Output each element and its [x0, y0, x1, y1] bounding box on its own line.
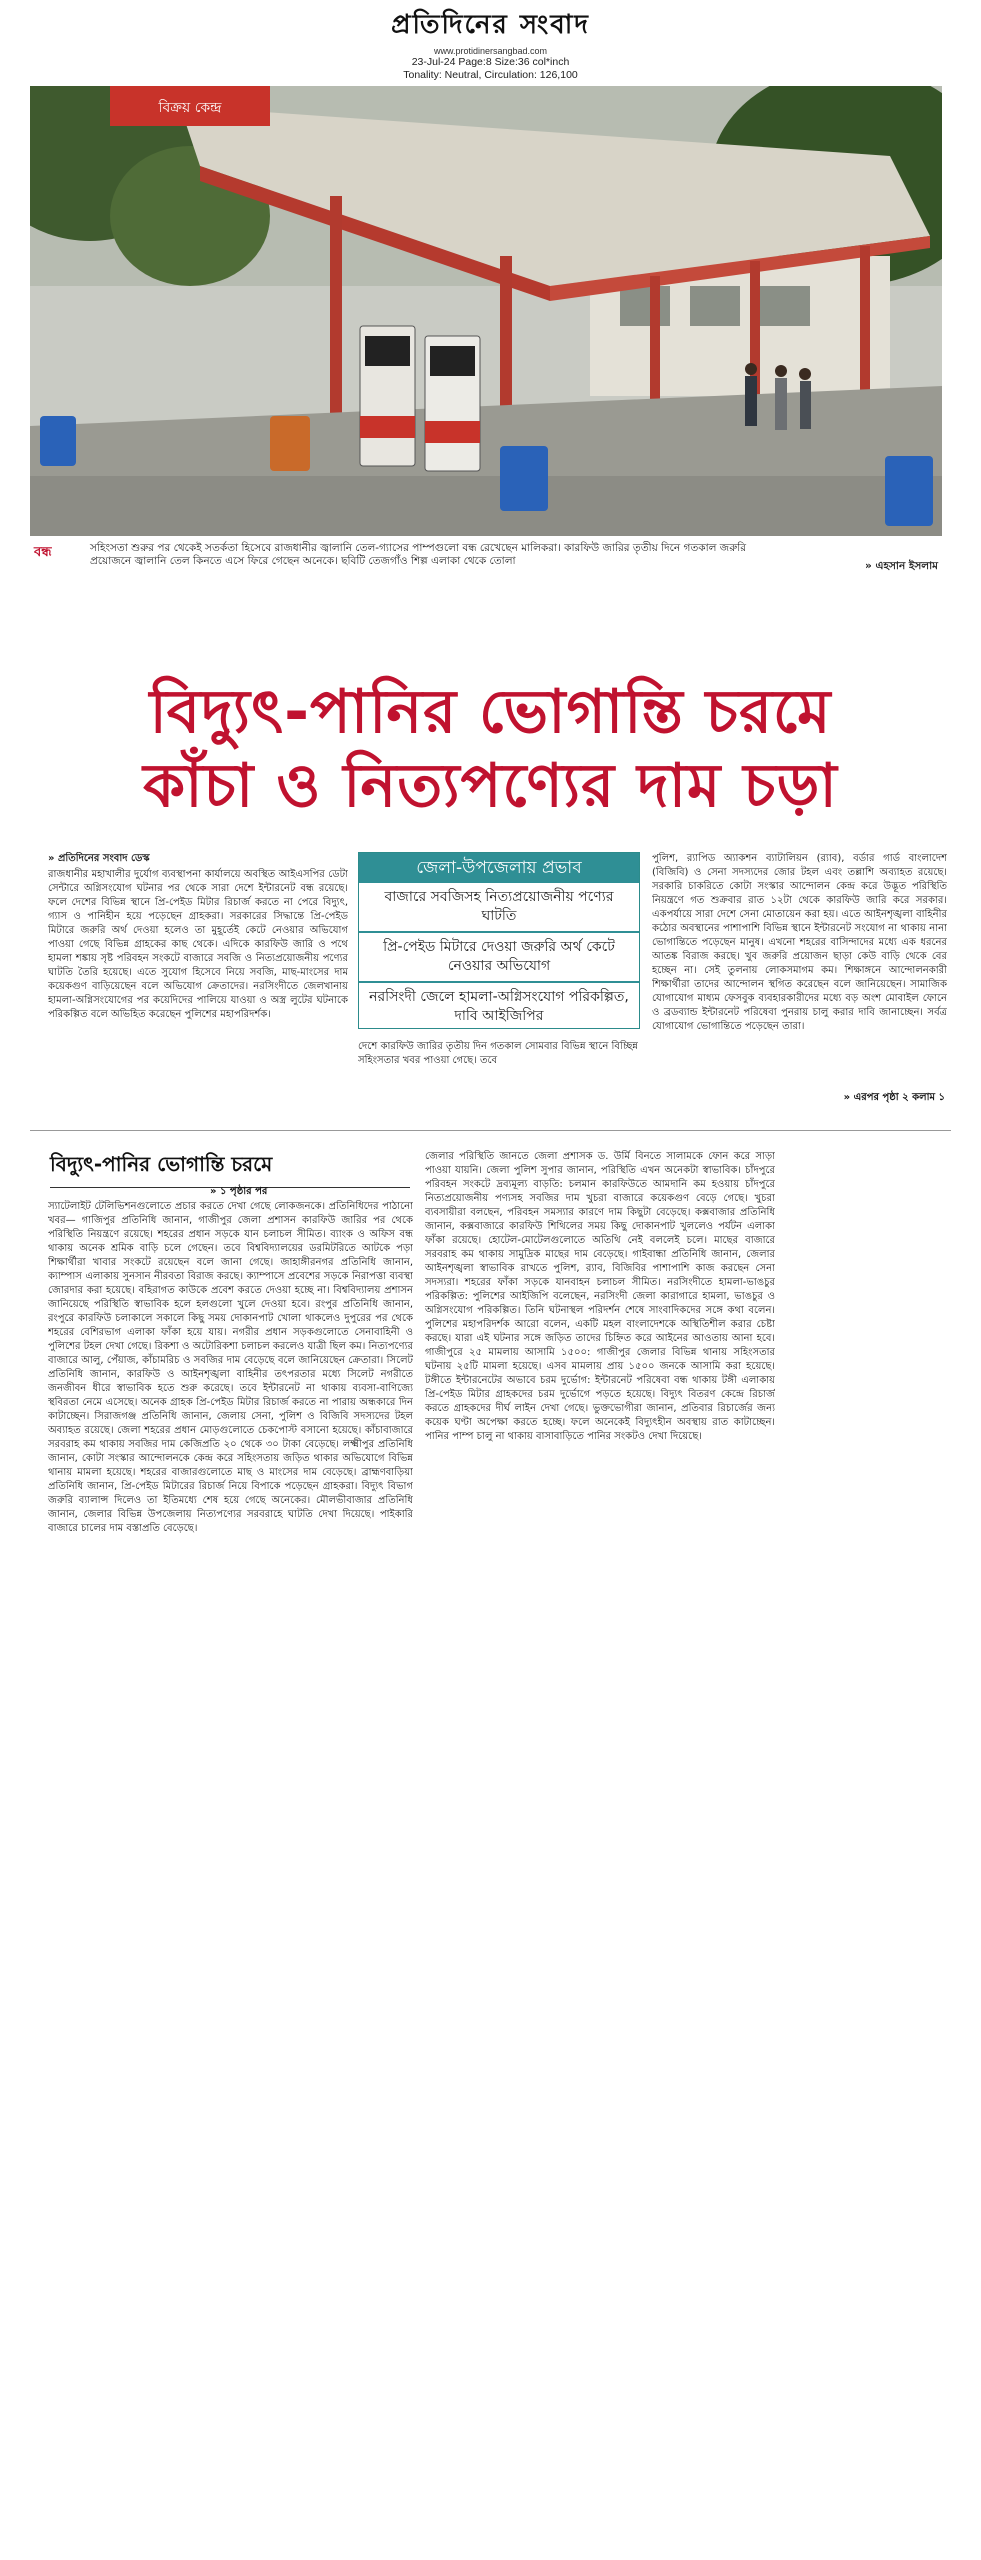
top-story-column-1: [48, 852, 348, 1092]
continued-note: » এরপর পৃষ্ঠা ২ কলাম ১: [843, 1092, 945, 1103]
fuel-station-photo: [30, 86, 942, 536]
continuation-col2-text: জেলার পরিস্থিতি জানতে জেলা প্রশাসক ড. উর্মি বিনতে সালামকে ফোন করে সাড়া পাওয়া যায়নি। জেলা পুলিশ সুপার জানান, পরিস্থিতি এখন অনেকটা স্বাভাবিক। চাঁদপুরে পরিবহন সংকটে দ্রব্যমূল্য বাড়তি: চলমান কারফিউতে আমদানি কম হওয়ায় চাঁদপুরে নিত্যপ্রয়োজনীয় পণ্যসহ সবজির দাম খুচরা বাজারে কয়েকগুণ বেড়ে গেছে। খুচরা ব্যবসায়ীরা বলছেন, পরিবহন সমস্যার কারণে দাম কিছুটা বেড়েছে। কক্সবাজার প্রতিনিধি জানান, কক্সবাজারে কারফিউ শিথিলের সময় কিছু দোকানপাট খুললেও পর্যটন এলাকা ফাঁকা রয়েছে। হোটেল-মোটেলগুলোতে অতিথি নেই বললেই চলে। মাছের বাজারে সরবরাহ কম থাকায় সামুদ্রিক মাছের দাম বেড়েছে। গাইবান্ধা প্রতিনিধি জানান, জেলার আইনশৃঙ্খলা স্বাভাবিক রাখতে পুলিশ, র‍্যাব, বিজিবির পাশাপাশি কাজ করছেন সেনা সদস্যরা। শহরের ফাঁকা সড়কে যানবাহন চলাচল সীমিত। নরসিংদীতে হামলা-ভাঙচুর পরিকল্পিত: পুলিশের আইজিপি বলেছেন, নরসিংদী জেলা কারাগারে হামলা, ভাঙচুর ও অগ্নিসংযোগ পরিকল্পিত। তিনি ঘটনাস্থল পরিদর্শন শেষে সাংবাদিকদের সঙ্গে কথা বলেন। পুলিশের মহাপরিদর্শক আরো বলেন, একটি মহল বাংলাদেশকে অস্থিতিশীল করার চেষ্টা করছে। যারা এই ঘটনার সঙ্গে জড়িত তাদের চিহ্নিত করে আইনের আওতায় আনা হবে। গাজীপুরে ২৫ মামলায় আসামি ১৫০০: গাজীপুর জেলার বিভিন্ন থানায় সহিংসতার ঘটনায় ২৫টি মামলা হয়েছে। এসব মামলায় প্রায় ১৫০০ জনকে আসামি করা হয়েছে। টঙ্গীতে ইন্টারনেটের অভাবে চরম দুর্ভোগ: ইন্টারনেট পরিষেবা বন্ধ থাকায় টঙ্গী এলাকায় প্রি-পেইড মিটার গ্রাহকদের চরম দুর্ভোগে পড়তে হয়েছে। বিদ্যুৎ বিতরণ কেন্দ্রে রিচার্জ করতে গ্রাহকদের দীর্ঘ লাইন দেখা গেছে। ভুক্তভোগীরা জানান, প্রতিবার রিচার্জের জন্য কয়েক ঘণ্টা অপেক্ষা করতে হচ্ছে। ফলে অনেকেই বিদ্যুৎহীন অবস্থায় রাত কাটাচ্ছেন। পানির পাম্প চালু না থাকায় বাসাবাড়িতে পানির সংকটও দেখা দিয়েছে।: [425, 1151, 775, 1442]
impact-info-box: [358, 852, 640, 1029]
clip-meta-line-2: Tonality: Neutral, Circulation: 126,100: [403, 69, 578, 81]
caption-kicker: বন্ধ: [34, 545, 52, 560]
caption-text: সহিংসতা শুরুর পর থেকেই সতর্কতা হিসেবে রাজধানীর জ্বালানি তেল-গ্যাসের পাম্পগুলো বন্ধ রেখেছেন মালিকরা। কারফিউ জারির তৃতীয় দিনে গতকাল জরুরি প্রয়োজনে জ্বালানি তেল কিনতে এসে ফিরে গেছেন অনেকে। ছবিটি তেজগাঁও শিল্প এলাকা থেকে তোলা: [90, 542, 747, 567]
clip-meta-line-1: 23-Jul-24 Page:8 Size:36 col*inch: [411, 56, 570, 68]
main-headline: [60, 675, 921, 823]
continuation-column-2: [425, 1150, 775, 2545]
masthead: [0, 0, 981, 81]
continuation-headline: বিদ্যুৎ-পানির ভোগান্তি চরমে: [50, 1150, 410, 1188]
headline-line-1: বিদ্যুৎ-পানির ভোগান্তি চরমে: [149, 677, 832, 747]
top-story-col1-text: রাজধানীর মহাখালীর দুর্যোগ ব্যবস্থাপনা কার্যালয়ে অবস্থিত আইএসপির ডেটা সেন্টারে অগ্নিসংযোগ ঘটনার পর থেকে সারা দেশে ইন্টারনেট বন্ধ রয়েছে। ফলে দেশের বিভিন্ন স্থানে প্রি-পেইড মিটার রিচার্জ করতে না পেরে বিদ্যুৎ, গ্যাস ও পানিহীন হয়ে পড়েছেন গ্রাহকরা। সরকারের সিদ্ধান্তে প্রি-পেইড মিটারে জরুরি অর্থ দেওয়া হলেও তা মুহূর্তেই কেটে নেওয়ার অভিযোগ পাওয়া গেছে বিভিন্ন গ্রাহকের কাছ থেকে। এদিকে কারফিউ জারি ও পথে হামলা শঙ্কায় সৃষ্ট পরিবহন সংকটে বাজারে সবজি ও নিত্যপ্রয়োজনীয় পণ্যের ঘাটতি তৈরি হয়েছে। এতে সুযোগ হিসেবে নিয়ে সবজি, মাছ-মাংসের দাম কয়েকগুণ বাড়িয়েছেন বলে অভিযোগ ক্রেতাদের। নরসিংদীতে জেলখানায় হামলা-অগ্নিসংযোগের পর কয়েদিদের পালিয়ে যাওয়া ও অস্ত্র লুটের ঘটনাকে পরিকল্পিত বলে অভিহিত করেছেন পুলিশের মহাপরিদর্শক।: [48, 869, 348, 1020]
continuation-column-1: [48, 1200, 413, 2545]
top-story-col2-text: দেশে কারফিউ জারির তৃতীয় দিন গতকাল সোমবার বিভিন্ন স্থানে বিচ্ছিন্ন সহিংসতার খবর পাওয়া গেছে। তবে: [358, 1041, 638, 1066]
info-box-item: প্রি-পেইড মিটারে দেওয়া জরুরি অর্থ কেটে নেওয়ার অভিযোগ: [359, 933, 639, 983]
newspaper-logo: প্রতিদিনের সংবাদ: [391, 10, 590, 40]
sign-text: বিক্রয় কেন্দ্র: [158, 100, 222, 116]
photo-caption: [30, 540, 942, 576]
site-url: www.protidinersangbad.com: [433, 46, 548, 56]
info-box-title: জেলা-উপজেলায় প্রভাব: [359, 853, 639, 883]
section-divider: [30, 1130, 951, 1131]
top-story-column-2: [358, 1040, 638, 1080]
info-box-item: নরসিংদী জেলে হামলা-অগ্নিসংযোগ পরিকল্পিত, দাবি আইজিপির: [369, 989, 629, 1024]
top-story-column-3: [652, 852, 947, 1087]
photo-credit: » এহসান ইসলাম: [865, 560, 938, 572]
photo-illustration: [30, 86, 942, 536]
info-box-item: বাজারে সবজিসহ নিত্যপ্রয়োজনীয় পণ্যের ঘাটতি: [359, 883, 639, 933]
byline: » প্রতিদিনের সংবাদ ডেস্ক: [48, 853, 150, 864]
continuation-from-page: » ১ পৃষ্ঠার পর: [210, 1186, 268, 1197]
top-story-col3-text: পুলিশ, র‍্যাপিড অ্যাকশন ব্যাটালিয়ন (র‍্যাব), বর্ডার গার্ড বাংলাদেশ (বিজিবি) ও সেনা সদস্যদের জোর টহল এবং তল্লাশি অব্যাহত রয়েছে। সরকারি চাকরিতে কোটা সংস্কার আন্দোলন কেন্দ্র করে উদ্ভূত পরিস্থিতি নিয়ন্ত্রণে গত শুক্রবার রাত ১২টা থেকে কারফিউ জারি করে সরকার। একপর্যায়ে সারা দেশে সেনা মোতায়েন করা হয়। এতে আইনশৃঙ্খলা বাহিনীর কঠোর অবস্থানের পাশাপাশি বিভিন্ন স্থানে ইন্টারনেট সংযোগ না থাকায় নানা ভোগান্তিতে পড়েছেন মানুষ। এখনো শহরের বাসিন্দাদের মধ্যে এক ধরনের আতঙ্ক বিরাজ করছে। খুব জরুরি প্রয়োজন ছাড়া কেউ বাড়ি থেকে বের হচ্ছেন না। সেই তুলনায় লোকসমাগম কম। শিক্ষাঙ্গনে আন্দোলনকারী শিক্ষার্থীরা তাদের আন্দোলন স্থগিত করেছেন বলে জানিয়েছেন। সামাজিক যোগাযোগ মাধ্যম ফেসবুক ব্যবহারকারীদের মধ্যে বড় অংশ মোবাইল ফোনে ও ব্রডব্যান্ড ইন্টারনেট পরিষেবা পুনরায় চালু করার দাবি জানাচ্ছেন। সর্বত্র যোগাযোগ ভোগান্তিতে পড়েছেন তারা।: [652, 853, 947, 1032]
headline-line-2: কাঁচা ও নিত্যপণ্যের দাম চড়া: [143, 751, 838, 821]
continuation-col1-text: স্যাটেলাইট টেলিভিশনগুলোতে প্রচার করতে দেখা গেছে লোকজনকে। প্রতিনিধিদের পাঠানো খবর— গাজিপুর প্রতিনিধি জানান, গাজীপুর জেলা প্রশাসন কারফিউ জারির পর থেকে পরিস্থিতি নিয়ন্ত্রণে রয়েছে। শহরের প্রধান সড়কে যান চলাচল সীমিত। ব্যাংক ও অফিস বন্ধ থাকায় অনেক শ্রমিক বাড়ি চলে গেছেন। তবে বিশ্ববিদ্যালয়ের ডরমিটরিতে আটকে পড়া শিক্ষার্থীরা খাবার সংকটে রয়েছেন বলে জানা গেছে। জাহাঙ্গীরনগর প্রতিনিধি জানান, ক্যাম্পাস এলাকায় সুনসান নীরবতা বিরাজ করছে। ক্যাম্পাসে প্রবেশের সড়কে নিরাপত্তা ব্যবস্থা জোরদার করা হয়েছে। বহিরাগত কাউকে প্রবেশ করতে দেওয়া হচ্ছে না। বিশ্ববিদ্যালয় প্রশাসন জানিয়েছে পরিস্থিতি স্বাভাবিক হলে হলগুলো খুলে দেওয়া হবে। রংপুর প্রতিনিধি জানান, রংপুরে কারফিউ চলাকালে সকালে কিছু সময় দোকানপাট খোলা থাকলেও দুপুরের পর থেকে শহরের বেশিরভাগ এলাকা ফাঁকা হয়ে যায়। নগরীর প্রধান সড়কগুলোতে সেনাবাহিনী ও পুলিশের টহল দেখা গেছে। রিকশা ও অটোরিকশা চলাচল করলেও যাত্রী ছিল কম। নিত্যপণ্যের বাজারে আলু, পেঁয়াজ, কাঁচামরিচ ও সবজির দাম বেড়েছে বলে জানিয়েছেন ক্রেতারা। সিলেট প্রতিনিধি জানান, কারফিউ ও আইনশৃঙ্খলা বাহিনীর তৎপরতার মধ্যে সিলেট নগরীতে জনজীবন ধীরে স্বাভাবিক হতে শুরু করেছে। তবে ইন্টারনেট না থাকায় ব্যবসা-বাণিজ্যে স্থবিরতা নেমে এসেছে। অনেক গ্রাহক প্রি-পেইড মিটার রিচার্জ করতে না পারায় অন্ধকারে দিন কাটাচ্ছেন। সিরাজগঞ্জ প্রতিনিধি জানান, জেলায় সেনা, পুলিশ ও বিজিবি সদস্যদের টহল অব্যাহত রয়েছে। জেলা শহরের প্রধান মোড়গুলোতে চেকপোস্ট বসানো হয়েছে। কাঁচাবাজারে সরবরাহ কম থাকায় সবজির দাম কেজিপ্রতি ২০ থেকে ৩০ টাকা বেড়েছে। লক্ষ্মীপুর প্রতিনিধি জানান, কোটা সংস্কার আন্দোলনকে কেন্দ্র করে সহিংসতায় জড়িত থাকার অভিযোগে বিভিন্ন থানায় মামলা হয়েছে। শহরের বাজারগুলোতে মাছ ও মাংসের দাম বেড়েছে। ব্রাহ্মণবাড়িয়া প্রতিনিধি জানান, প্রি-পেইড মিটারের রিচার্জ নিয়ে বিপাকে পড়েছেন গ্রাহকরা। বিদ্যুৎ বিভাগ জরুরি ব্যালান্স দিলেও তা ইতিমধ্যে শেষ হয়ে গেছে অনেকের। মৌলভীবাজার প্রতিনিধি জানান, জেলার বিভিন্ন উপজেলায় নিত্যপণ্যের সরবরাহে ঘাটতি দেখা দিয়েছে। পাইকারি বাজারে চালের দাম বস্তাপ্রতি বেড়েছে।: [48, 1201, 413, 1534]
